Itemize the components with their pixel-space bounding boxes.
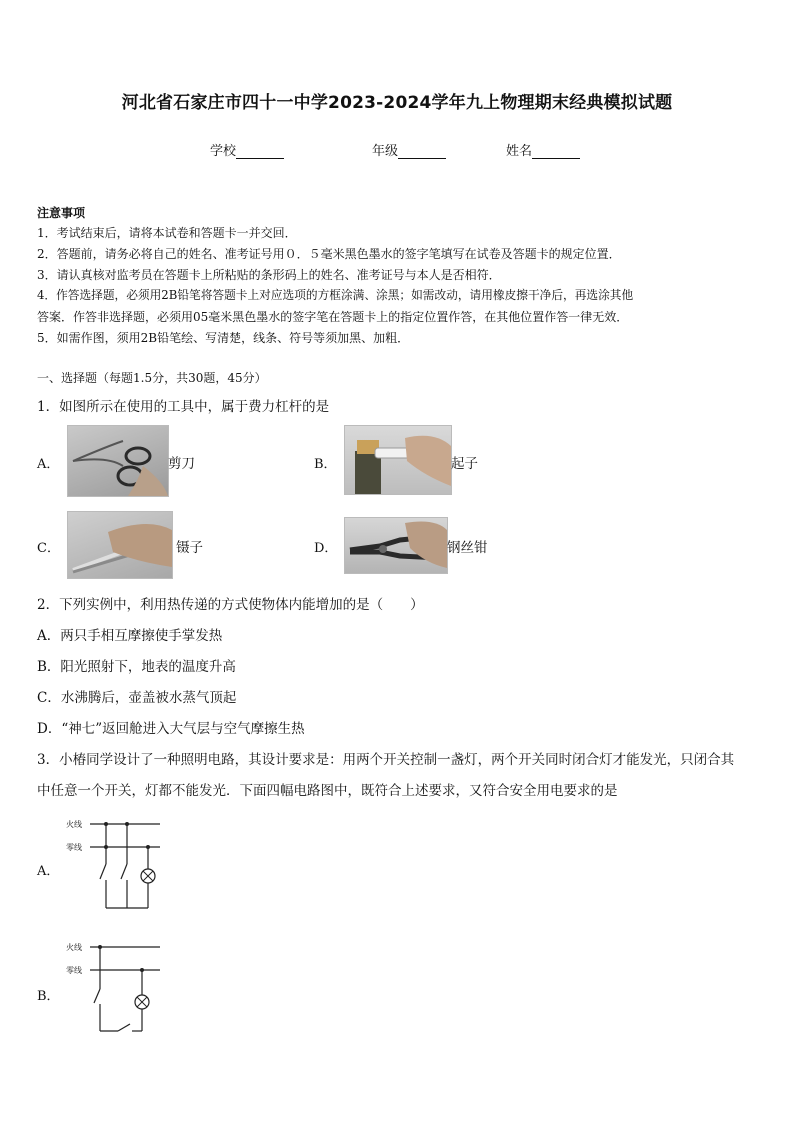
note-item: 4．作答选择题，必须用2B铅笔将答题卡上对应选项的方框涂满、涂黑；如需改动，请用橡皮擦干净后，再选涂其他 bbox=[37, 288, 634, 302]
bottle-opener-image bbox=[344, 425, 452, 495]
q1-option-a-letter[interactable]: A． bbox=[37, 457, 60, 472]
switch-2 bbox=[121, 864, 127, 879]
name-label: 姓名 bbox=[506, 144, 533, 159]
note-item: 1．考试结束后，请将本试卷和答题卡一并交回． bbox=[37, 226, 297, 240]
q1-option-c-label: 镊子 bbox=[176, 540, 203, 556]
switch-1 bbox=[100, 864, 106, 879]
school-field[interactable] bbox=[210, 140, 284, 159]
q1-option-a-label: 剪刀 bbox=[168, 456, 195, 472]
q1-option-c-letter[interactable]: C． bbox=[37, 541, 60, 556]
pliers-image bbox=[344, 517, 448, 574]
circuit-diagram-a bbox=[60, 814, 170, 914]
page-title: 河北省石家庄市四十一中学2023-2024学年九上物理期末经典模拟试题 bbox=[121, 93, 673, 113]
school-blank[interactable] bbox=[236, 144, 284, 159]
neutral-wire-label: 零线 bbox=[66, 966, 82, 975]
notes-heading: 注意事项 bbox=[37, 206, 86, 220]
live-wire-label: 火线 bbox=[66, 943, 82, 952]
q2-option-d[interactable]: D．“神七”返回舱进入大气层与空气摩擦生热 bbox=[37, 721, 305, 737]
note-item: 2．答题前，请务必将自己的姓名、准考证号用０．５毫米黑色墨水的签字笔填写在试卷及答题卡的规定位置． bbox=[37, 247, 621, 261]
q1-option-b-label: 起子 bbox=[451, 456, 478, 472]
q2-option-b[interactable]: B．阳光照射下，地表的温度升高 bbox=[37, 659, 236, 675]
tweezers-image bbox=[67, 511, 173, 579]
name-blank[interactable] bbox=[532, 144, 580, 159]
note-item: 答案．作答非选择题，必须用05毫米黑色墨水的签字笔在答题卡上的指定位置作答，在其他位置作答一律无效． bbox=[37, 310, 629, 324]
q1-option-d-letter[interactable]: D． bbox=[314, 541, 338, 556]
q3-stem-line2: 中任意一个开关，灯都不能发光．下面四幅电路图中，既符合上述要求，又符合安全用电要求的是 bbox=[37, 783, 618, 799]
live-wire-label: 火线 bbox=[66, 820, 82, 829]
name-field[interactable] bbox=[506, 140, 580, 159]
section-heading: 一、选择题（每题1.5分，共30题，45分） bbox=[37, 371, 267, 385]
neutral-wire-label: 零线 bbox=[66, 843, 82, 852]
switch-2 bbox=[118, 1024, 130, 1031]
q2-option-a[interactable]: A．两只手相互摩擦使手掌发热 bbox=[37, 628, 223, 644]
q1-option-b-letter[interactable]: B． bbox=[314, 457, 337, 472]
school-label: 学校 bbox=[210, 144, 237, 159]
q1-option-d-label: 钢丝钳 bbox=[447, 540, 488, 556]
grade-blank[interactable] bbox=[398, 144, 446, 159]
grade-field[interactable] bbox=[372, 140, 446, 159]
circuit-diagram-b bbox=[60, 937, 170, 1037]
q3-option-a-letter[interactable]: A． bbox=[37, 864, 60, 879]
note-item: 3．请认真核对监考员在答题卡上所粘贴的条形码上的姓名、准考证号与本人是否相符． bbox=[37, 268, 501, 282]
note-item: 5．如需作图，须用2B铅笔绘、写清楚，线条、符号等须加黑、加粗． bbox=[37, 331, 410, 345]
q1-stem: 1．如图所示在使用的工具中，属于费力杠杆的是 bbox=[37, 399, 330, 415]
scissors-image bbox=[67, 425, 169, 497]
grade-label: 年级 bbox=[372, 144, 399, 159]
q2-stem: 2．下列实例中，利用热传递的方式使物体内能增加的是（ ） bbox=[37, 597, 424, 613]
q3-stem-line1: 3．小椿同学设计了一种照明电路，其设计要求是：用两个开关控制一盏灯，两个开关同时闭合灯才能发光，只闭合其 bbox=[37, 752, 735, 768]
switch-1 bbox=[94, 989, 100, 1003]
q3-option-b-letter[interactable]: B． bbox=[37, 989, 60, 1004]
q2-option-c[interactable]: C．水沸腾后，壶盖被水蒸气顶起 bbox=[37, 690, 237, 706]
